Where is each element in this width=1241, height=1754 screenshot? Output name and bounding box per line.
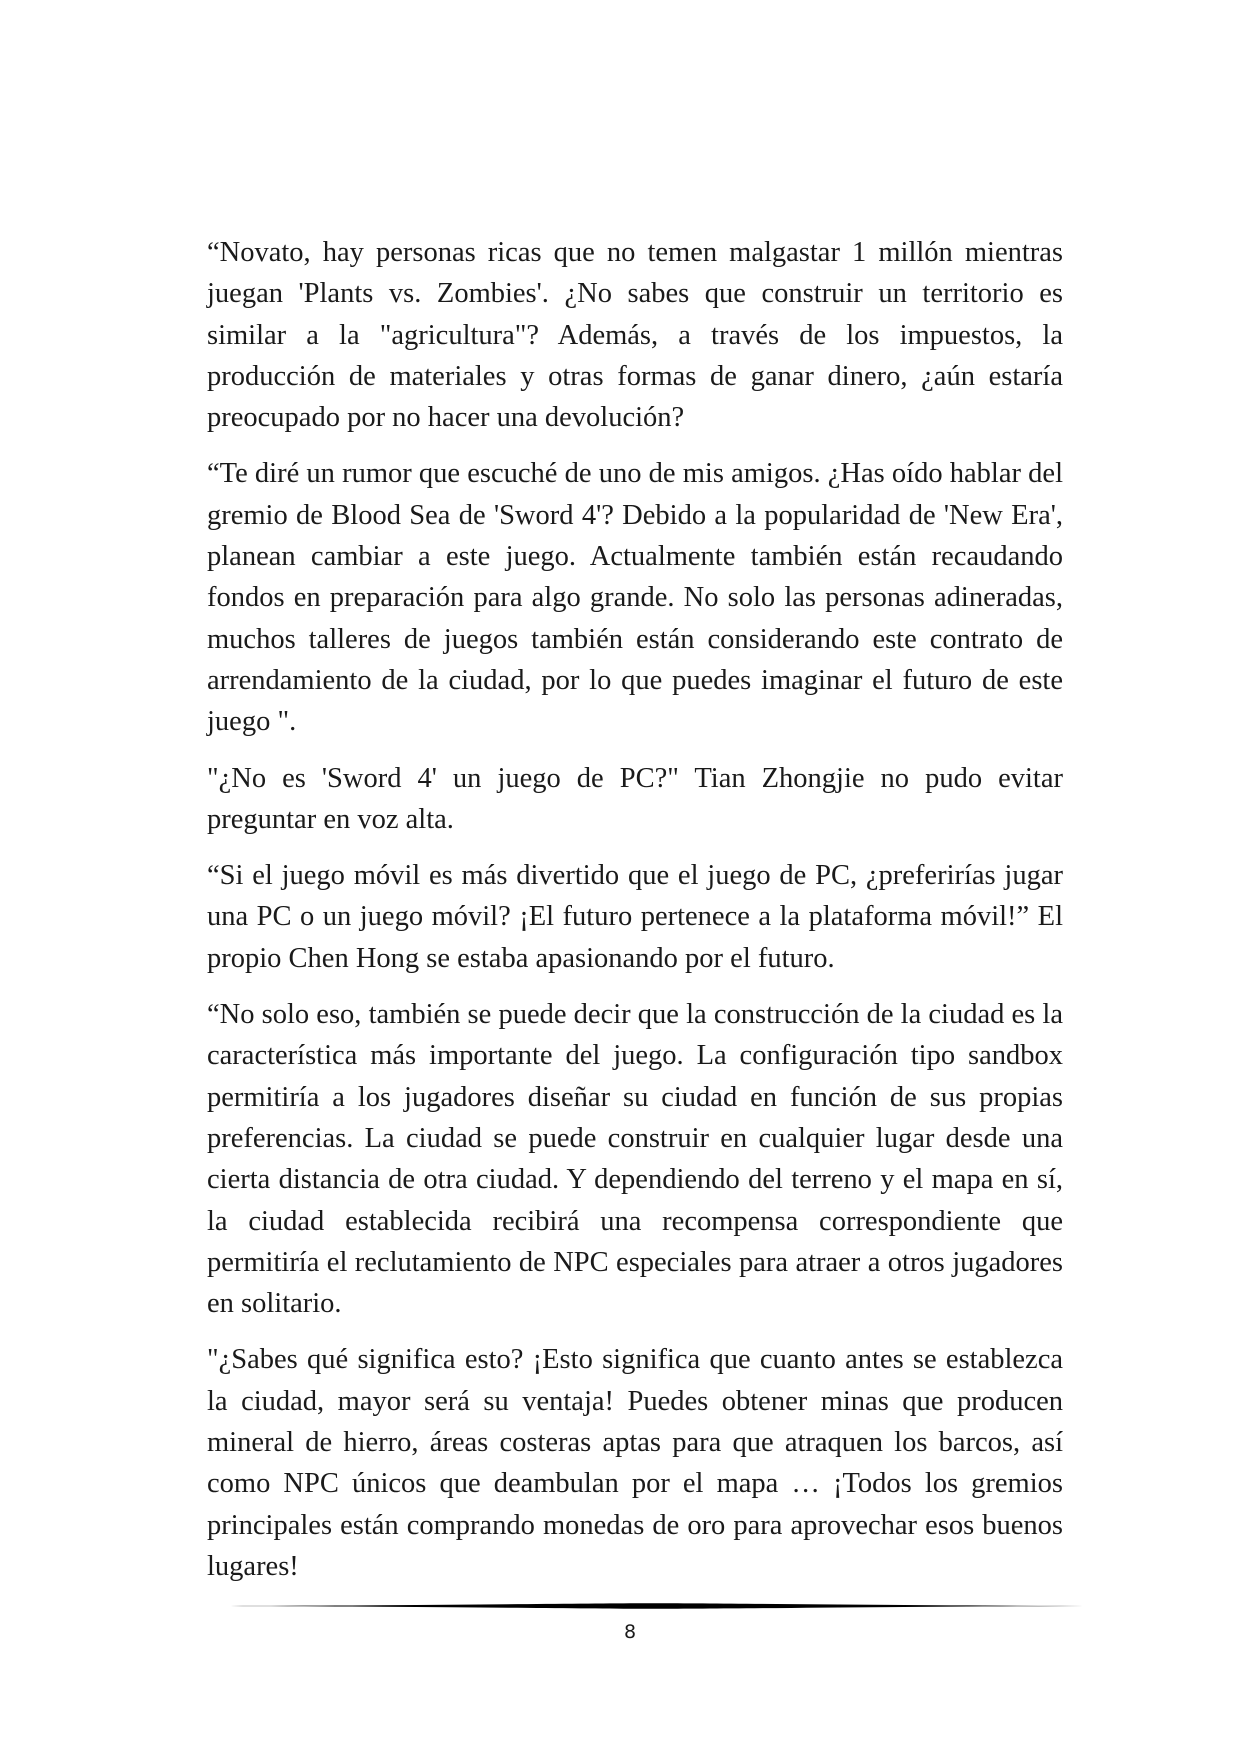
paragraph: “Novato, hay personas ricas que no temen malgastar 1 millón mientras juegan 'Plants vs. Zombies'. ¿No sabes que construir un territorio es similar a la "agricultura"? Además, a través de los impuestos, la producción de materiales y otras formas de ganar dinero, ¿aún estaría preocupado por no hacer una devolución? (207, 237, 1063, 434)
paragraph: "¿Sabes qué significa esto? ¡Esto significa que cuanto antes se establezca la ciudad, mayor será su ventaja! Puedes obtener minas que producen mineral de hierro, áreas costeras aptas para que atraquen los barcos, así como NPC únicos que deambulan por el mapa … ¡Todos los gremios principales están comprando monedas de oro para aprovechar esos buenos lugares! (207, 1344, 1063, 1582)
footer-rule (205, 1601, 1107, 1611)
paragraph: “No solo eso, también se puede decir que la construcción de la ciudad es la característica más importante del juego. La configuración tipo sandbox permitiría a los jugadores diseñar su ciudad en función de sus propias preferencias. La ciudad se puede construir en cualquier lugar desde una cierta distancia de otra ciudad. Y dependiendo del terreno y el mapa en sí, la ciudad establecida recibirá una recompensa correspondiente que permitiría el reclutamiento de NPC especiales para atraer a otros jugadores en solitario. (207, 999, 1063, 1320)
body-text (207, 232, 1063, 1602)
paragraph: "¿No es 'Sword 4' un juego de PC?" Tian Zhongjie no pudo evitar preguntar en voz alta. (207, 762, 1063, 835)
footer-rule-swash (205, 1603, 1107, 1609)
paragraph: “Te diré un rumor que escuché de uno de mis amigos. ¿Has oído hablar del gremio de Blood Sea de 'Sword 4'? Debido a la popularidad de 'New Era', planean cambiar a este juego. Actualmente también están recaudando fondos en preparación para algo grande. No solo las personas adineradas, muchos talleres de juegos también están considerando este contrato de arrendamiento de la ciudad, por lo que puedes imaginar el futuro de este juego ". (207, 458, 1063, 738)
page-number: 8 (623, 1621, 637, 1643)
paragraph: “Si el juego móvil es más divertido que el juego de PC, ¿preferirías jugar una PC o un juego móvil? ¡El futuro pertenece a la plataforma móvil!” El propio Chen Hong se estaba apasionando por el futuro. (207, 860, 1063, 974)
